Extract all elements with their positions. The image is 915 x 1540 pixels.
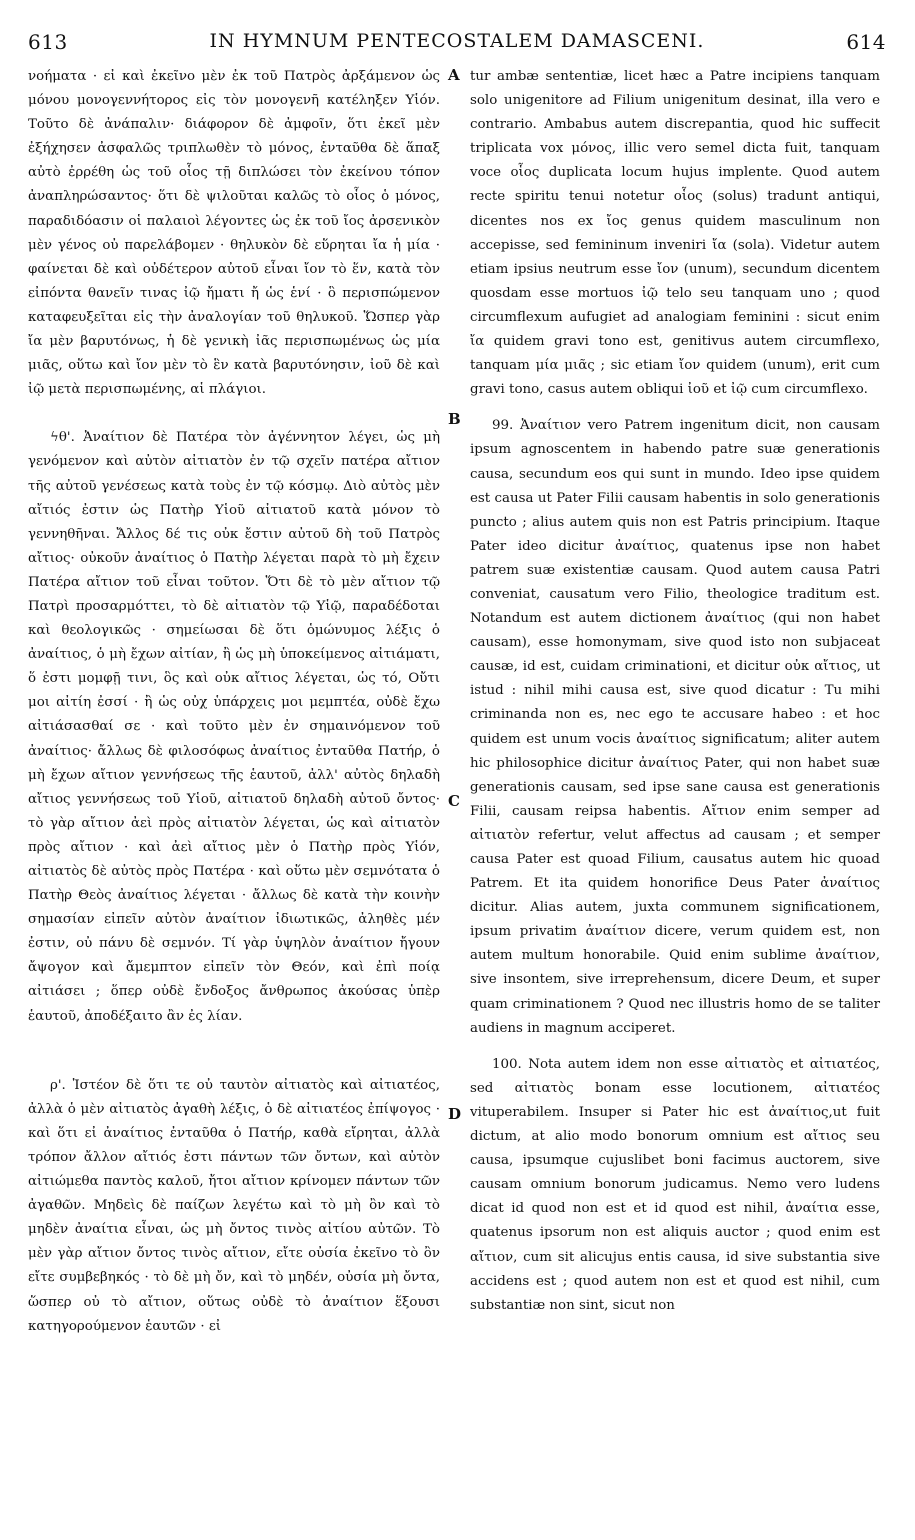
greek-paragraph-100: ρ'. Ἰστέον δὲ ὅτι τε οὐ ταυτὸν αἰτιατὸς καὶ αἰτιατέος, ἀλλὰ ὁ μὲν αἰτιατὸς ἀγαθὴ λέξις, ὁ δὲ αἰτιατέος ἐπίψογος · καὶ ὅτι εἰ ἀναίτιος ἐνταῦθα ὁ Πατήρ, καθὰ εἴρηται, ἀλλὰ τρόπον ἄλλον αἴτιός ἐστι πάντων τῶν ὄντων, καὶ αὐτὸν αἰτιώμεθα παντὸς καλοῦ, ἤτοι αἴτιον κρίνομεν πάντων τῶν ἀγαθῶν. Μηδεὶς δὲ παίζων λεγέτω καὶ τὸ μὴ ὂν καὶ τὸ μηδὲν ἀναίτια εἶναι, ὡς μὴ ὄντος τινὸς αἰτίου αὐτῶν. Τὸ μὲν γὰρ αἴτιον ὄντος τινὸς αἴτιον, εἴτε οὐσία ἐκεῖνο τὸ ὂν εἴτε συμβεβηκός · τὸ δὲ μὴ ὄν, καὶ τὸ μηδέν, οὐσία μὴ ὄντα, ὥσπερ οὐ τὸ αἴτιον, οὕτως οὐδὲ τὸ ἀναίτιον ἕξουσι κατηγορούμενον ἑαυτῶν · εἰ [28, 1077, 440, 1334]
greek-column [28, 65, 440, 1339]
greek-paragraph-1: νοήματα · εἰ καὶ ἐκεῖνο μὲν ἐκ τοῦ Πατρὸς ἀρξάμενον ὡς μόνου μονογεννήτορος εἰς τὸν μονογενῆ κατέληξεν Υἱόν. Τοῦτο δὲ ἀνάπαλιν· διάφορον δὲ ἀμφοῖν, ὅτι ἐκεῖ μὲν ἐξήχησεν ἀσφαλῶς τριπλωθὲν τὸ μόνος, ἐνταῦθα δὲ ἅπαξ αὐτὸ ἐρρέθη ὡς τοῦ οἷος τῇ διπλώσει τὸν ἐκείνου τόπον ἀναπληρώσαντος· ὅτι δὲ ψιλοῦται καλῶς τὸ οἷος ὁ μόνος, παραδιδόασιν οἱ παλαιοὶ λέγοντες ὡς ἐκ τοῦ ἴος ἀρσενικὸν μὲν γένος οὐ παρελάβομεν · θηλυκὸν δὲ εὕρηται ἴα ἡ μία · φαίνεται δὲ καὶ οὐδέτερον αὐτοῦ εἶναι ἴον τὸ ἕν, κατὰ τὸν εἰπόντα θανεῖν τινας ἰῷ ἤματι ἤ ὡς ἑνί · ὃ περισπώμενον καταφευξεῖται εἰς τὴν ἀναλογίαν τοῦ θηλυκοῦ. Ὥσπερ γὰρ ἴα μὲν βαρυτόνως, ἡ δὲ γενικὴ ἰᾶς περισπωμένως ὡς μία μιᾶς, οὕτω καὶ ἴον μὲν τὸ ἓν κατὰ βαρυτόνησιν, ἰοῦ δὲ καὶ ἰῷ μετὰ περισπωμένης, αἱ πλάγιοι. [28, 69, 440, 398]
running-title: IN HYMNUM PENTECOSTALEM DAMASCENI. [209, 30, 705, 52]
margin-marker-c: C [448, 792, 460, 810]
margin-marker-d: D [448, 1105, 462, 1123]
latin-paragraph-1: tur ambæ sententiæ, licet hæc a Patre incipiens tanquam solo unigenitore ad Filium unigenitum desinat, illa vero e contrario. Ambabus autem discrepantia, quod hic suffecit triplicata vox μόνος, illic vero semel dicta fuit, tanquam voce οἷος duplicata locum hujus implente. Quod autem recte spiritu tenui notetur οἷος (solus) tradunt antiqui, dicentes nos ex ἴος genus quidem masculinum non accepisse, sed femininum inveniri ἴα (sola). Videtur autem etiam ipsius neutrum esse ἴον (unum), secundum dicentem quosdam esse mortuos ἰῷ telo seu tanquam uno ; quod circumflexum aufugiet ad analogiam feminini : sicut enim ἴα quidem gravi tono est, genitivus autem circumflexo, tanquam μία μιᾶς ; sic etiam ἴον quidem (unum), erit cum gravi tono, casus autem obliqui ἰοῦ et ἰῷ cum circumflexo. [470, 69, 880, 398]
greek-paragraph-99: ϟθ'. Ἀναίτιον δὲ Πατέρα τὸν ἀγέννητον λέγει, ὡς μὴ γενόμενον καὶ αὐτὸν αἰτιατὸν ἐν τῷ σχεῖν πατέρα αἴτιον τῆς αὐτοῦ γενέσεως κατὰ τοὺς ἐν τῷ κόσμῳ. Διὸ αὐτὸς μὲν αἴτιός ἐστιν ὡς Πατὴρ Υἱοῦ αἰτιατοῦ κατὰ μόνον τὸ γεννηθῆναι. Ἄλλος δέ τις οὐκ ἔστιν αὐτοῦ δὴ τοῦ Πατρὸς αἴτιος· οὐκοῦν ἀναίτιος ὁ Πατὴρ λέγεται παρὰ τὸ μὴ ἔχειν Πατέρα αἴτιον τοῦ εἶναι τοῦτον. Ὅτι δὲ τὸ μὲν αἴτιον τῷ Πατρὶ προσαρμόττει, τὸ δὲ αἰτιατὸν τῷ Υἱῷ, παραδέδοται καὶ θεολογικῶς · σημείωσαι δὲ ὅτι ὁμώνυμος λέξις ὁ ἀναίτιος, ὁ μὴ ἔχων αἰτίαν, ἢ ὡς μὴ ὑποκείμενος αἰτιάματι, ὅ ἐστι μομφῇ τινι, ὃς καὶ οὐκ αἴτιος λέγεται, ὡς τό, Οὔτι μοι αἰτίη ἐσσί · ἢ ὡς οὐχ ὑπάρχεις μοι μεμπτέα, οὐδὲ ἔχω αἰτιάσασθαί σε · καὶ τοῦτο μὲν ἐν σημαινόμενον τοῦ ἀναίτιος· ἄλλως δὲ φιλοσόφως ἀναίτιος ἐνταῦθα Πατήρ, ὁ μὴ ἔχων αἴτιον γεννήσεως τῆς ἑαυτοῦ, ἀλλ' αὐτὸς δηλαδὴ αἴτιος γεννήσεως τοῦ Υἱοῦ, αἰτιατοῦ δηλαδὴ αὐτοῦ ὄντος· τὸ γὰρ αἴτιον ἀεὶ πρὸς αἰτιατὸν λέγεται, ὡς καὶ αἰτιατὸν πρὸς αἴτιον · καὶ ἀεὶ αἴτιος μὲν ὁ Πατὴρ πρὸς Υἱόν, αἰτιατὸς δὲ αὐτὸς πρὸς Πατέρα · καὶ οὕτω μὲν σεμνότατα ὁ Πατὴρ Θεὸς ἀναίτιος λέγεται · ἄλλως δὲ κατὰ τὴν κοινὴν σημασίαν εἰπεῖν αὐτὸν ἀναίτιον ἰδιωτικῶς, ἀληθὲς μέν ἐστιν, οὐ πάνυ δὲ σεμνόν. Τί γὰρ ὑψηλὸν ἀναίτιον ἤγουν ἄψογον καὶ ἄμεμπτον εἰπεῖν τὸν Θεόν, καὶ ἐπὶ ποίᾳ αἰτιάσει ; ὅπερ οὐδὲ ἔνδοξος ἄνθρωπος ἀκούσας ὑπὲρ ἑαυτοῦ, ἀποδέξαιτο ἂν ἐς λίαν. [28, 430, 440, 1024]
page-number-right: 614 [846, 30, 886, 54]
latin-paragraph-100: 100. Nota autem idem non esse αἰτιατὸς et αἰτιατέος, sed αἰτιατὸς bonam esse locutionem, αἰτιατέος vituperabilem. Insuper si Pater hic est ἀναίτιος,ut fuit dictum, at alio modo bonorum omnium est αἴτιος seu causa, ipsumque cujuslibet boni facimus auctorem, sive causam omnium bonorum judicamus. Nemo vero ludens dicat id quod non est et id quod est nihil, ἀναίτια esse, quatenus ipsorum non est aliquis auctor ; quod enim est αἴτιον, cum sit alicujus entis causa, id sive substantia sive accidens est ; quod autem non est et quod est nihil, cum substantiæ non sint, sicut non [470, 1056, 880, 1313]
margin-marker-a: A [448, 66, 460, 84]
margin-marker-b: B [448, 410, 461, 428]
latin-column [470, 65, 880, 1318]
latin-paragraph-99: 99. Ἀναίτιον vero Patrem ingenitum dicit, non causam ipsum agnoscentem in habendo patre suæ generationis causa, secundum eos qui sunt in mundo. Ideo ipse quidem est causa ut Pater Filii causam habentis in solo generationis puncto ; alius autem quis non est Patris principium. Itaque Pater ideo dicitur ἀναίτιος, quatenus ipse non habet patrem suæ existentiæ causam. Quod autem causa Patri conveniat, causatum vero Filio, theologice traditum est. Notandum est autem dictionem ἀναίτιος (qui non habet causam), esse homonymam, sive quod isto non subjaceat causæ, id est, cuidam criminationi, et dicitur οὐκ αἴτιος, ut istud : nihil mihi causa est, sive quod dicatur : Tu mihi criminanda non es, nec ego te accusare habeo : et hoc quidem est unum vocis ἀναίτιος significatum; aliter autem hic philosophice dicitur ἀναίτιος Pater, qui non habet suæ generationis causam, sed ipse sane causa est generationis Filii, causam reipsa habentis. Αἴτιον enim semper ad αἰτιατὸν refertur, velut affectus ad causam ; et semper causa Pater est quoad Filium, causatus autem hic quoad Patrem. Et ita quidem honorifice Deus Pater ἀναίτιος dicitur. Alias autem, juxta communem significationem, ipsum privatim ἀναίτιον dicere, verum quidem est, non autem multum honorabile. Quid enim sublime ἀναίτιον, sive insontem, sive irreprehensum, dicere Deum, et super quam criminationem ? Quod nec illustris homo de se taliter audiens in magnum acciperet. [470, 418, 880, 1036]
page-header [28, 30, 886, 56]
page-number-left: 613 [28, 30, 68, 54]
